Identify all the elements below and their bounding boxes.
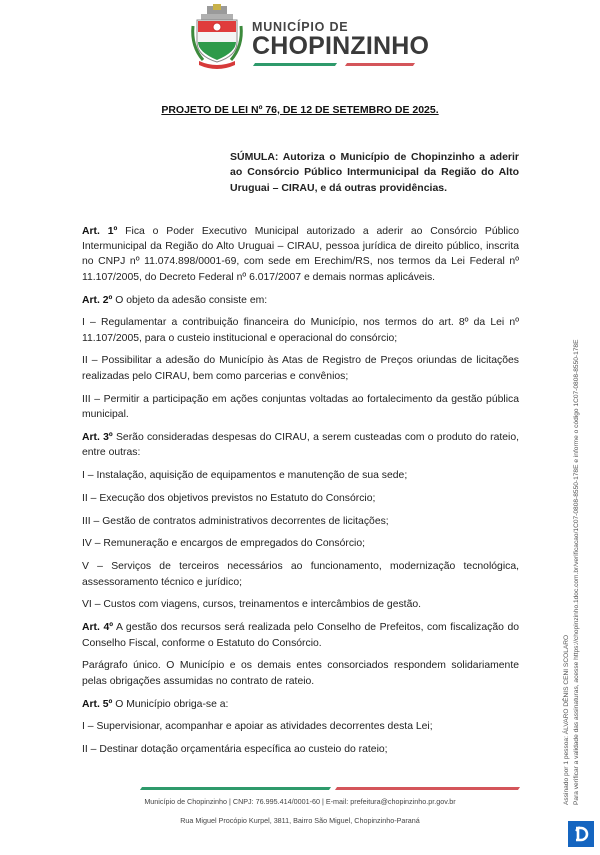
footer-stripe-red: [335, 787, 520, 790]
paragraph-text: IV – Remuneração e encargos de empregados do Consórcio;: [82, 538, 366, 550]
document-title: PROJETO DE LEI Nº 76, DE 12 DE SETEMBRO DE 2025.: [161, 104, 439, 116]
clause-paragraph: [82, 491, 519, 506]
paragraph-text: A gestão dos recursos será realizada pelo Conselho de Prefeitos, com fiscalização do Conselho Fiscal, conforme o Estatuto do Consórcio.: [82, 622, 520, 649]
clause-paragraph: [82, 719, 519, 734]
article-paragraph: [82, 620, 519, 650]
article-paragraph: [82, 293, 519, 308]
1doc-badge-icon[interactable]: [568, 821, 594, 847]
article-number: Art. 3º: [82, 431, 113, 443]
coat-of-arms-icon: [189, 4, 245, 70]
sumula: SÚMULA: Autoriza o Município de Chopinzinho a aderir ao Consórcio Público Intermunicipal da Região do Alto Uruguai – CIRAU, e dá outras providências.: [230, 151, 519, 194]
clause-paragraph: [82, 315, 519, 345]
article-paragraph: [82, 697, 519, 712]
footer-contact: Município de Chopinzinho | CNPJ: 76.995.414/0001-60 | E-mail: prefeitura@chopinzinho.pr.gov.br: [144, 797, 456, 806]
clause-paragraph: [82, 353, 519, 383]
article-number: Art. 1º: [82, 226, 118, 237]
paragraph-text: I – Supervisionar, acompanhar e apoiar as atividades decorrentes desta Lei;: [82, 721, 433, 733]
article-paragraph: [82, 430, 519, 460]
signature-watermark: [562, 5, 582, 805]
article-paragraph: [82, 224, 519, 285]
clause-paragraph: [82, 392, 519, 422]
letterhead: [0, 0, 600, 80]
brand-stripe-red: [345, 63, 415, 66]
paragraph-text: II – Execução dos objetivos previstos no Estatuto do Consórcio;: [82, 492, 376, 504]
clause-paragraph: [82, 514, 519, 529]
article-number: Art. 5º: [82, 698, 113, 710]
paragraph-text: Serão consideradas despesas do CIRAU, a serem custeadas com o produto do rateio, entre outras:: [82, 431, 519, 458]
brand-main: CHOPINZINHO: [252, 32, 430, 60]
article-number: Art. 4º: [82, 622, 114, 634]
paragraph-text: I – Instalação, aquisição de equipamentos e manutenção de sua sede;: [82, 469, 408, 481]
paragraph-text: I – Regulamentar a contribuição financeira do Município, nos termos do art. 8º da Lei nº 11.107/2005, para o custeio institucional e operacional do consórcio;: [82, 317, 519, 344]
footer-stripe-green: [140, 787, 331, 790]
paragraph-text: III – Gestão de contratos administrativos decorrentes de licitações;: [82, 515, 389, 527]
clause-paragraph: [82, 559, 519, 589]
paragraph-text: VI – Custos com viagens, cursos, treinamentos e intercâmbios de gestão.: [82, 599, 422, 611]
document-body: [82, 224, 519, 765]
municipality-wordmark: [252, 20, 429, 59]
paragraph-text: O objeto da adesão consiste em:: [112, 294, 268, 306]
footer-address: Rua Miguel Procópio Kurpel, 3811, Bairro São Miguel, Chopinzinho-Paraná: [180, 816, 420, 825]
article-number: Art. 2º: [82, 294, 113, 306]
paragraph-text: Fica o Poder Executivo Municipal autorizado a aderir ao Consórcio Público Intermunicipal da Região do Alto Uruguai – CIRAU, pessoa jurídica de direito público, inscrita no CNPJ nº 11.074.898/0001-69, com sede em Erechim/RS, nos termos da Lei Federal nº 11.107/2005, do Decreto Federal nº 6.017/2007 e demais normas aplicáveis.: [82, 226, 519, 283]
brand-stripe-green: [253, 63, 337, 66]
paragraph-text: III – Permitir a participação em ações conjuntas voltadas ao fortalecimento da gestão pública municipal.: [82, 393, 519, 420]
signed-by-text: Assinado por 1 pessoa: ÁLVARO DÊNIS CENI SCOLARO: [563, 634, 570, 805]
clause-paragraph: [82, 536, 519, 551]
clause-paragraph: [82, 658, 519, 688]
1doc-logo-icon: [571, 824, 591, 844]
paragraph-text: O Município obriga-se a:: [112, 698, 229, 710]
paragraph-text: II – Destinar dotação orçamentária específica ao custeio do rateio;: [82, 744, 388, 756]
paragraph-text: Parágrafo único. O Município e os demais entes consorciados respondem solidariamente pelas obrigações assumidas no contrato de rateio.: [82, 660, 519, 687]
clause-paragraph: [82, 597, 519, 612]
verification-text[interactable]: Para verificar a validade das assinaturas, acesse https://chopinzinho.1doc.com.br/verificacao/1C07-0808-8550-178E e informe o código 1C07-0808-8550-178E: [573, 339, 580, 805]
paragraph-text: II – Possibilitar a adesão do Município às Atas de Registro de Preços oriundas de licitações realizadas pelo CIRAU, bem como parcerias e convênios;: [82, 355, 519, 382]
clause-paragraph: [82, 742, 519, 757]
clause-paragraph: [82, 468, 519, 483]
brand-top: MUNICÍPIO DE: [252, 20, 349, 34]
paragraph-text: V – Serviços de terceiros necessários ao funcionamento, modernização tecnológica, assessoramento técnico e jurídico;: [82, 561, 519, 588]
